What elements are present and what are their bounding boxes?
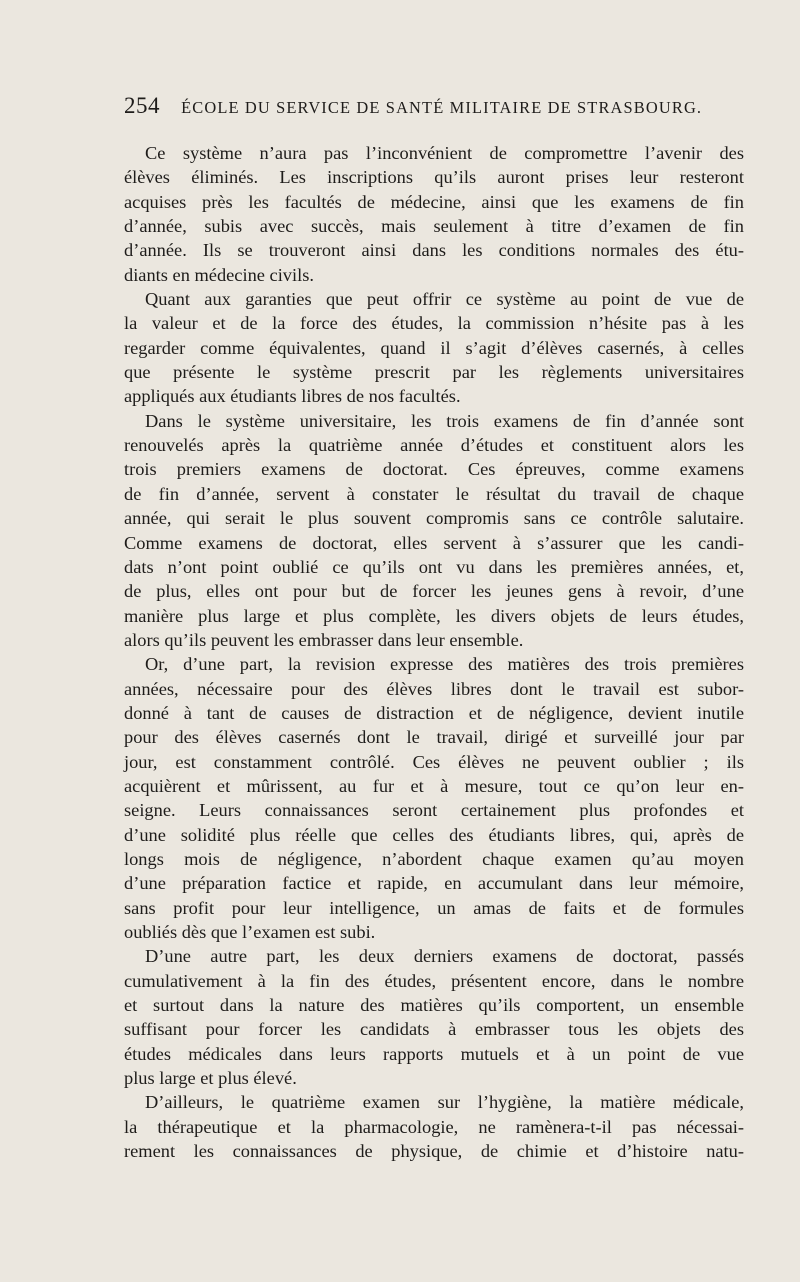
text-line: de fin d’année, servent à constater le résultat du travail de chaque bbox=[124, 483, 744, 504]
text-line: et surtout dans la nature des matières qu’ils comportent, un ensemble bbox=[124, 995, 744, 1016]
text-line: seigne. Leurs connaissances seront certainement plus profondes et bbox=[124, 800, 744, 821]
text-line: d’une solidité plus réelle que celles des étudiants libres, qui, après de bbox=[124, 824, 744, 845]
text-line: élèves éliminés. Les inscriptions qu’ils auront prises leur resteront bbox=[124, 167, 744, 188]
text-line: D’ailleurs, le quatrième examen sur l’hygiène, la matière médicale, bbox=[145, 1092, 744, 1113]
text-line: appliqués aux étudiants libres de nos facultés. bbox=[124, 386, 461, 407]
text-line: de plus, elles ont pour but de forcer les jeunes gens à revoir, d’une bbox=[124, 581, 744, 602]
text-line: que présente le système prescrit par les règlements universitaires bbox=[124, 362, 744, 383]
text-line: oubliés dès que l’examen est subi. bbox=[124, 922, 376, 942]
text-line: la valeur et de la force des études, la commission n’hésite pas à les bbox=[124, 313, 744, 334]
text-line: dats n’ont point oublié ce qu’ils ont vu dans les premières années, et, bbox=[124, 556, 744, 577]
text-line: diants en médecine civils. bbox=[124, 264, 314, 285]
text-line: acquièrent et mûrissent, au fur et à mesure, tout ce qu’on leur en- bbox=[124, 775, 744, 796]
text-line: Quant aux garanties que peut offrir ce système au point de vue de bbox=[145, 289, 744, 310]
text-line: acquises près les facultés de médecine, ainsi que les examens de fin bbox=[124, 191, 744, 212]
text-line: sans profit pour leur intelligence, un amas de faits et de formules bbox=[124, 897, 744, 918]
text-line: regarder comme équivalentes, quand il s’agit d’élèves casernés, à celles bbox=[124, 337, 744, 358]
body-text bbox=[124, 141, 744, 1163]
text-line: manière plus large et plus complète, les divers objets de leurs études, bbox=[124, 605, 744, 626]
text-line: d’une préparation factice et rapide, en accumulant dans leur mémoire, bbox=[124, 873, 744, 894]
text-line: rement les connaissances de physique, de chimie et d’histoire natu- bbox=[124, 1141, 744, 1162]
page-header bbox=[124, 93, 744, 123]
text-line: année, qui serait le plus souvent compromis sans ce contrôle salutaire. bbox=[124, 508, 744, 529]
text-line: longs mois de négligence, n’abordent chaque examen qu’au moyen bbox=[124, 848, 744, 869]
text-line: plus large et plus élevé. bbox=[124, 1068, 297, 1089]
text-line: d’année. Ils se trouveront ainsi dans les conditions normales des étu- bbox=[124, 240, 744, 261]
text-line: jour, est constamment contrôlé. Ces élèves ne peuvent oublier ; ils bbox=[124, 751, 744, 772]
text-line: renouvelés après la quatrième année d’études et constituent alors les bbox=[124, 435, 744, 456]
text-line: donné à tant de causes de distraction et de négligence, devient inutile bbox=[124, 702, 744, 723]
text-line: suffisant pour forcer les candidats à embrasser tous les objets des bbox=[124, 1019, 744, 1040]
text-line: Comme examens de doctorat, elles servent à s’assurer que les candi- bbox=[124, 532, 744, 553]
text-line: trois premiers examens de doctorat. Ces épreuves, comme examens bbox=[124, 459, 744, 480]
page-number: 254 bbox=[124, 93, 160, 118]
text-line: D’une autre part, les deux derniers examens de doctorat, passés bbox=[145, 946, 744, 967]
text-line: cumulativement à la fin des études, présentent encore, dans le nombre bbox=[124, 970, 744, 991]
text-line: Dans le système universitaire, les trois examens de fin d’année sont bbox=[145, 410, 744, 431]
text-line: Or, d’une part, la revision expresse des matières des trois premières bbox=[145, 654, 744, 675]
text-line: Ce système n’aura pas l’inconvénient de compromettre l’avenir des bbox=[145, 143, 744, 163]
text-line: d’année, subis avec succès, mais seulement à titre d’examen de fin bbox=[124, 216, 744, 237]
text-line: études médicales dans leurs rapports mutuels et à un point de vue bbox=[124, 1043, 744, 1064]
text-line: alors qu’ils peuvent les embrasser dans leur ensemble. bbox=[124, 629, 524, 650]
text-line: pour des élèves casernés dont le travail, dirigé et surveillé jour par bbox=[124, 727, 744, 748]
text-line: années, nécessaire pour des élèves libres dont le travail est subor- bbox=[124, 678, 744, 699]
text-line: la thérapeutique et la pharmacologie, ne ramènera-t-il pas nécessai- bbox=[124, 1116, 744, 1137]
running-title: ÉCOLE DU SERVICE DE SANTÉ MILITAIRE DE STRASBOURG. bbox=[181, 98, 703, 117]
